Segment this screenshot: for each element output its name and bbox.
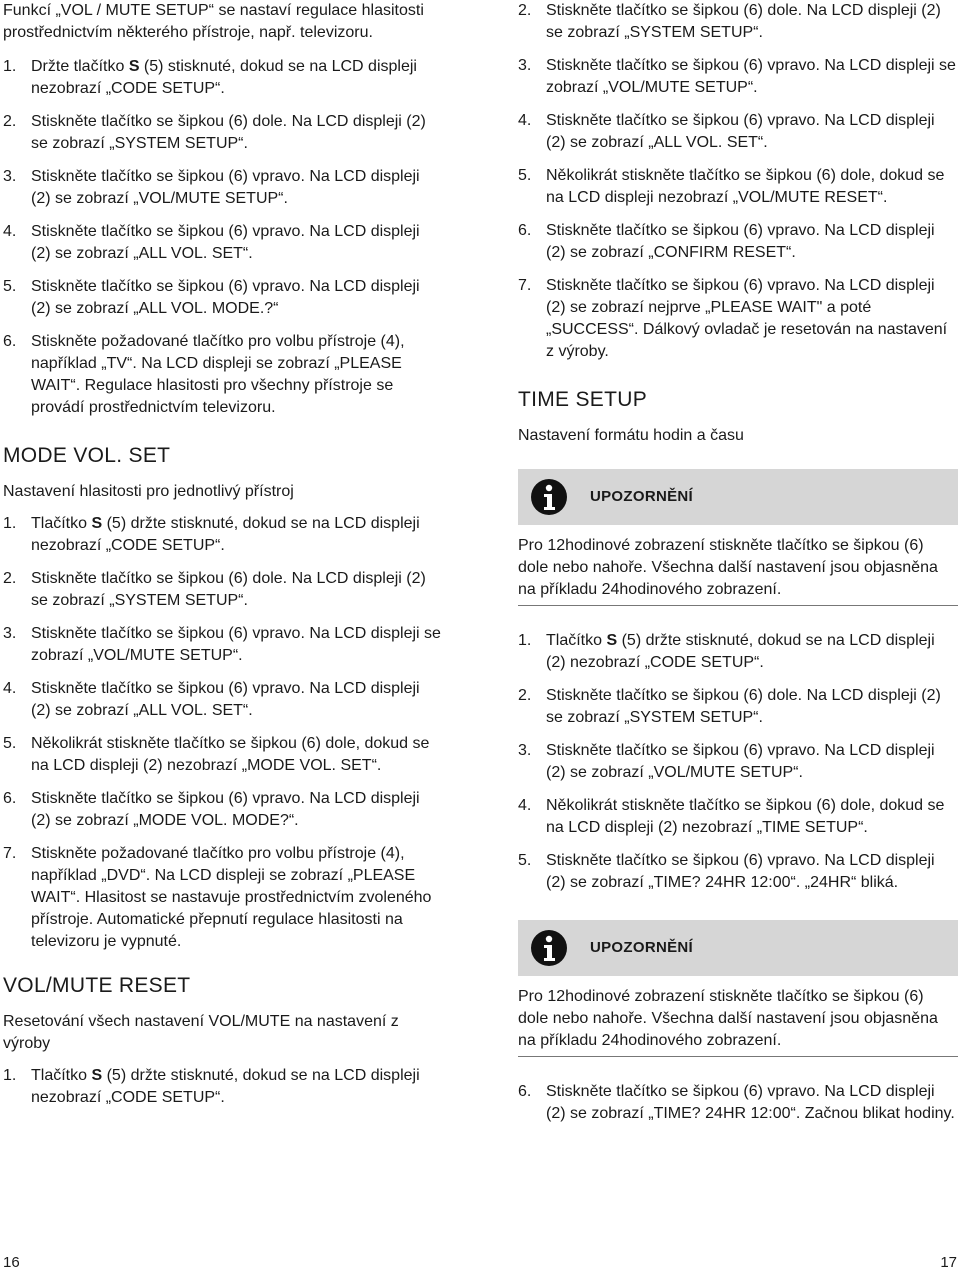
step-text: Stiskněte požadované tlačítko pro volbu přístroje (4), například „TV“. Na LCD displeji se zobrazí „PLEASE WAIT“. Regulace hlasitosti pro všechny přístroje se provádí prostřednictvím televizoru. [31, 333, 405, 416]
section-subtitle: Resetování všech nastavení VOL/MUTE na nastavení z výroby [3, 1013, 399, 1052]
note-box [518, 469, 958, 606]
step-text: Stiskněte tlačítko se šipkou (6) vpravo. Na LCD displeji (2) se zobrazí „ALL VOL. SET“. [31, 223, 420, 262]
list-item [3, 221, 443, 265]
info-icon [530, 929, 568, 967]
button-key: S [91, 1067, 103, 1084]
list-item [3, 788, 443, 832]
step-text: Stiskněte tlačítko se šipkou (6) vpravo. Na LCD displeji (2) se zobrazí „VOL/MUTE SETUP“. [546, 742, 935, 781]
button-key: S [606, 632, 618, 649]
note-text: Pro 12hodinové zobrazení stiskněte tlačítko se šipkou (6) dole nebo nahoře. Všechna další nastavení jsou objasněna na příkladu 24hodinového zobrazení. [518, 525, 958, 606]
list-item [518, 1081, 958, 1125]
step-number: 1. [3, 58, 17, 75]
step-number: 2. [518, 2, 532, 19]
section-heading-vol-mute-reset: VOL/MUTE RESET [3, 974, 191, 997]
step-number: 4. [518, 112, 532, 129]
list-item [3, 568, 443, 612]
step-number: 3. [518, 57, 532, 74]
list-item [3, 733, 443, 777]
step-number: 5. [518, 167, 532, 184]
note-header [518, 469, 958, 525]
step-text: Stiskněte tlačítko se šipkou (6) vpravo. Na LCD displeji se zobrazí „VOL/MUTE SETUP“. [31, 625, 441, 664]
step-number: 3. [518, 742, 532, 759]
step-number: 6. [518, 222, 532, 239]
step-text: Stiskněte tlačítko se šipkou (6) vpravo. Na LCD displeji (2) se zobrazí „CONFIRM RESET“. [546, 222, 935, 261]
note-box [518, 920, 958, 1057]
list-item [518, 0, 958, 44]
list-item [3, 1065, 443, 1109]
page-number-right: 17 [940, 1254, 957, 1271]
button-key: S [91, 515, 103, 532]
list-item [3, 678, 443, 722]
note-header [518, 920, 958, 976]
list-item [518, 55, 958, 99]
step-number: 1. [3, 515, 17, 532]
list-item [518, 220, 958, 264]
step-number: 2. [3, 113, 17, 130]
page-number-left: 16 [3, 1254, 20, 1271]
step-number: 4. [3, 223, 17, 240]
step-text: Tlačítko [546, 632, 607, 649]
step-number: 2. [518, 687, 532, 704]
step-number: 2. [3, 570, 17, 587]
step-text: Stiskněte tlačítko se šipkou (6) vpravo. Na LCD displeji (2) se zobrazí „ALL VOL. SET“. [546, 112, 935, 151]
note-title: UPOZORNĚNÍ [590, 488, 694, 505]
right-column [518, 0, 958, 1136]
step-text: Stiskněte tlačítko se šipkou (6) vpravo. Na LCD displeji (2) se zobrazí „TIME? 24HR 12:00“. „24HR“ bliká. [546, 852, 935, 891]
step-number: 4. [3, 680, 17, 697]
step-text: Stiskněte požadované tlačítko pro volbu přístroje (4), například „DVD“. Na LCD displeji se zobrazí „PLEASE WAIT“. Hlasitost se nastavuje prostřednictvím zvoleného přístroje. Automatické přepnutí regulace hlasitosti na televizoru je vypnuté. [31, 845, 432, 950]
step-text: (5) držte stisknuté, dokud se na LCD displeji (2) nezobrazí „CODE SETUP“. [546, 632, 935, 671]
list-item [518, 740, 958, 784]
step-number: 5. [3, 278, 17, 295]
step-text: Stiskněte tlačítko se šipkou (6) vpravo. Na LCD displeji (2) se zobrazí „ALL VOL. SET“. [31, 680, 420, 719]
list-item [3, 276, 443, 320]
list-item [518, 685, 958, 729]
section-heading-mode-vol-set: MODE VOL. SET [3, 444, 171, 467]
step-text: Stiskněte tlačítko se šipkou (6) vpravo. Na LCD displeji se zobrazí „VOL/MUTE SETUP“. [546, 57, 956, 96]
list-item [518, 165, 958, 209]
step-number: 5. [518, 852, 532, 869]
list-item [3, 331, 443, 419]
steps-list [518, 0, 958, 363]
list-item [518, 630, 958, 674]
section-subtitle: Nastavení formátu hodin a času [518, 427, 744, 444]
note-title: UPOZORNĚNÍ [590, 939, 694, 956]
intro-paragraph: Funkcí „VOL / MUTE SETUP“ se nastaví regulace hlasitosti prostřednictvím některého přístroje, např. televizoru. [3, 2, 424, 41]
list-item [3, 843, 443, 953]
info-icon [530, 478, 568, 516]
left-column [3, 0, 443, 1120]
step-text: Několikrát stiskněte tlačítko se šipkou (6) dole, dokud se na LCD displeji (2) nezobrazí „MODE VOL. SET“. [31, 735, 430, 774]
step-text: Tlačítko [31, 515, 92, 532]
step-text: (5) držte stisknuté, dokud se na LCD displeji nezobrazí „CODE SETUP“. [31, 1067, 420, 1106]
section-subtitle: Nastavení hlasitosti pro jednotlivý přístroj [3, 483, 294, 500]
step-text: Stiskněte tlačítko se šipkou (6) vpravo. Na LCD displeji (2) se zobrazí nejprve „PLEASE WAIT" a poté „SUCCESS“. Dálkový ovladač je resetován na nastavení z výroby. [546, 277, 948, 360]
step-text: Několikrát stiskněte tlačítko se šipkou (6) dole, dokud se na LCD displeji nezobrazí „VOL/MUTE RESET“. [546, 167, 945, 206]
list-item [518, 275, 958, 363]
list-item [3, 513, 443, 557]
step-text: Stiskněte tlačítko se šipkou (6) dole. Na LCD displeji (2) se zobrazí „SYSTEM SETUP“. [31, 113, 426, 152]
step-number: 1. [3, 1067, 17, 1084]
step-number: 1. [518, 632, 532, 649]
step-number: 3. [3, 168, 17, 185]
step-text: (5) stisknuté, dokud se na LCD displeji nezobrazí „CODE SETUP“. [31, 58, 417, 97]
step-number: 7. [518, 277, 532, 294]
steps-list [518, 1081, 958, 1125]
step-number: 7. [3, 845, 17, 862]
step-text: Držte tlačítko [31, 58, 129, 75]
step-text: Stiskněte tlačítko se šipkou (6) vpravo. Na LCD displeji (2) se zobrazí „ALL VOL. MODE.?“ [31, 278, 420, 317]
list-item [518, 850, 958, 894]
list-item [518, 110, 958, 154]
list-item [518, 795, 958, 839]
steps-list [3, 513, 443, 953]
step-text: Stiskněte tlačítko se šipkou (6) dole. Na LCD displeji (2) se zobrazí „SYSTEM SETUP“. [546, 687, 941, 726]
list-item [3, 623, 443, 667]
step-number: 6. [3, 790, 17, 807]
step-text: Stiskněte tlačítko se šipkou (6) vpravo. Na LCD displeji (2) se zobrazí „MODE VOL. MODE?“. [31, 790, 420, 829]
step-number: 5. [3, 735, 17, 752]
step-number: 4. [518, 797, 532, 814]
step-text: Tlačítko [31, 1067, 92, 1084]
step-number: 3. [3, 625, 17, 642]
step-text: (5) držte stisknuté, dokud se na LCD displeji nezobrazí „CODE SETUP“. [31, 515, 420, 554]
steps-list [3, 56, 443, 419]
step-text: Stiskněte tlačítko se šipkou (6) vpravo. Na LCD displeji (2) se zobrazí „VOL/MUTE SETUP“. [31, 168, 420, 207]
section-heading-time-setup: TIME SETUP [518, 388, 648, 411]
list-item [3, 166, 443, 210]
step-text: Stiskněte tlačítko se šipkou (6) dole. Na LCD displeji (2) se zobrazí „SYSTEM SETUP“. [546, 2, 941, 41]
steps-list [518, 630, 958, 894]
note-text: Pro 12hodinové zobrazení stiskněte tlačítko se šipkou (6) dole nebo nahoře. Všechna další nastavení jsou objasněna na příkladu 24hodinového zobrazení. [518, 976, 958, 1057]
list-item [3, 56, 443, 100]
steps-list [3, 1065, 443, 1109]
list-item [3, 111, 443, 155]
button-key: S [128, 58, 140, 75]
step-number: 6. [3, 333, 17, 350]
step-number: 6. [518, 1083, 532, 1100]
step-text: Stiskněte tlačítko se šipkou (6) vpravo. Na LCD displeji (2) se zobrazí „TIME? 24HR 12:00“. Začnou blikat hodiny. [546, 1083, 955, 1122]
step-text: Stiskněte tlačítko se šipkou (6) dole. Na LCD displeji (2) se zobrazí „SYSTEM SETUP“. [31, 570, 426, 609]
step-text: Několikrát stiskněte tlačítko se šipkou (6) dole, dokud se na LCD displeji (2) nezobrazí „TIME SETUP“. [546, 797, 945, 836]
